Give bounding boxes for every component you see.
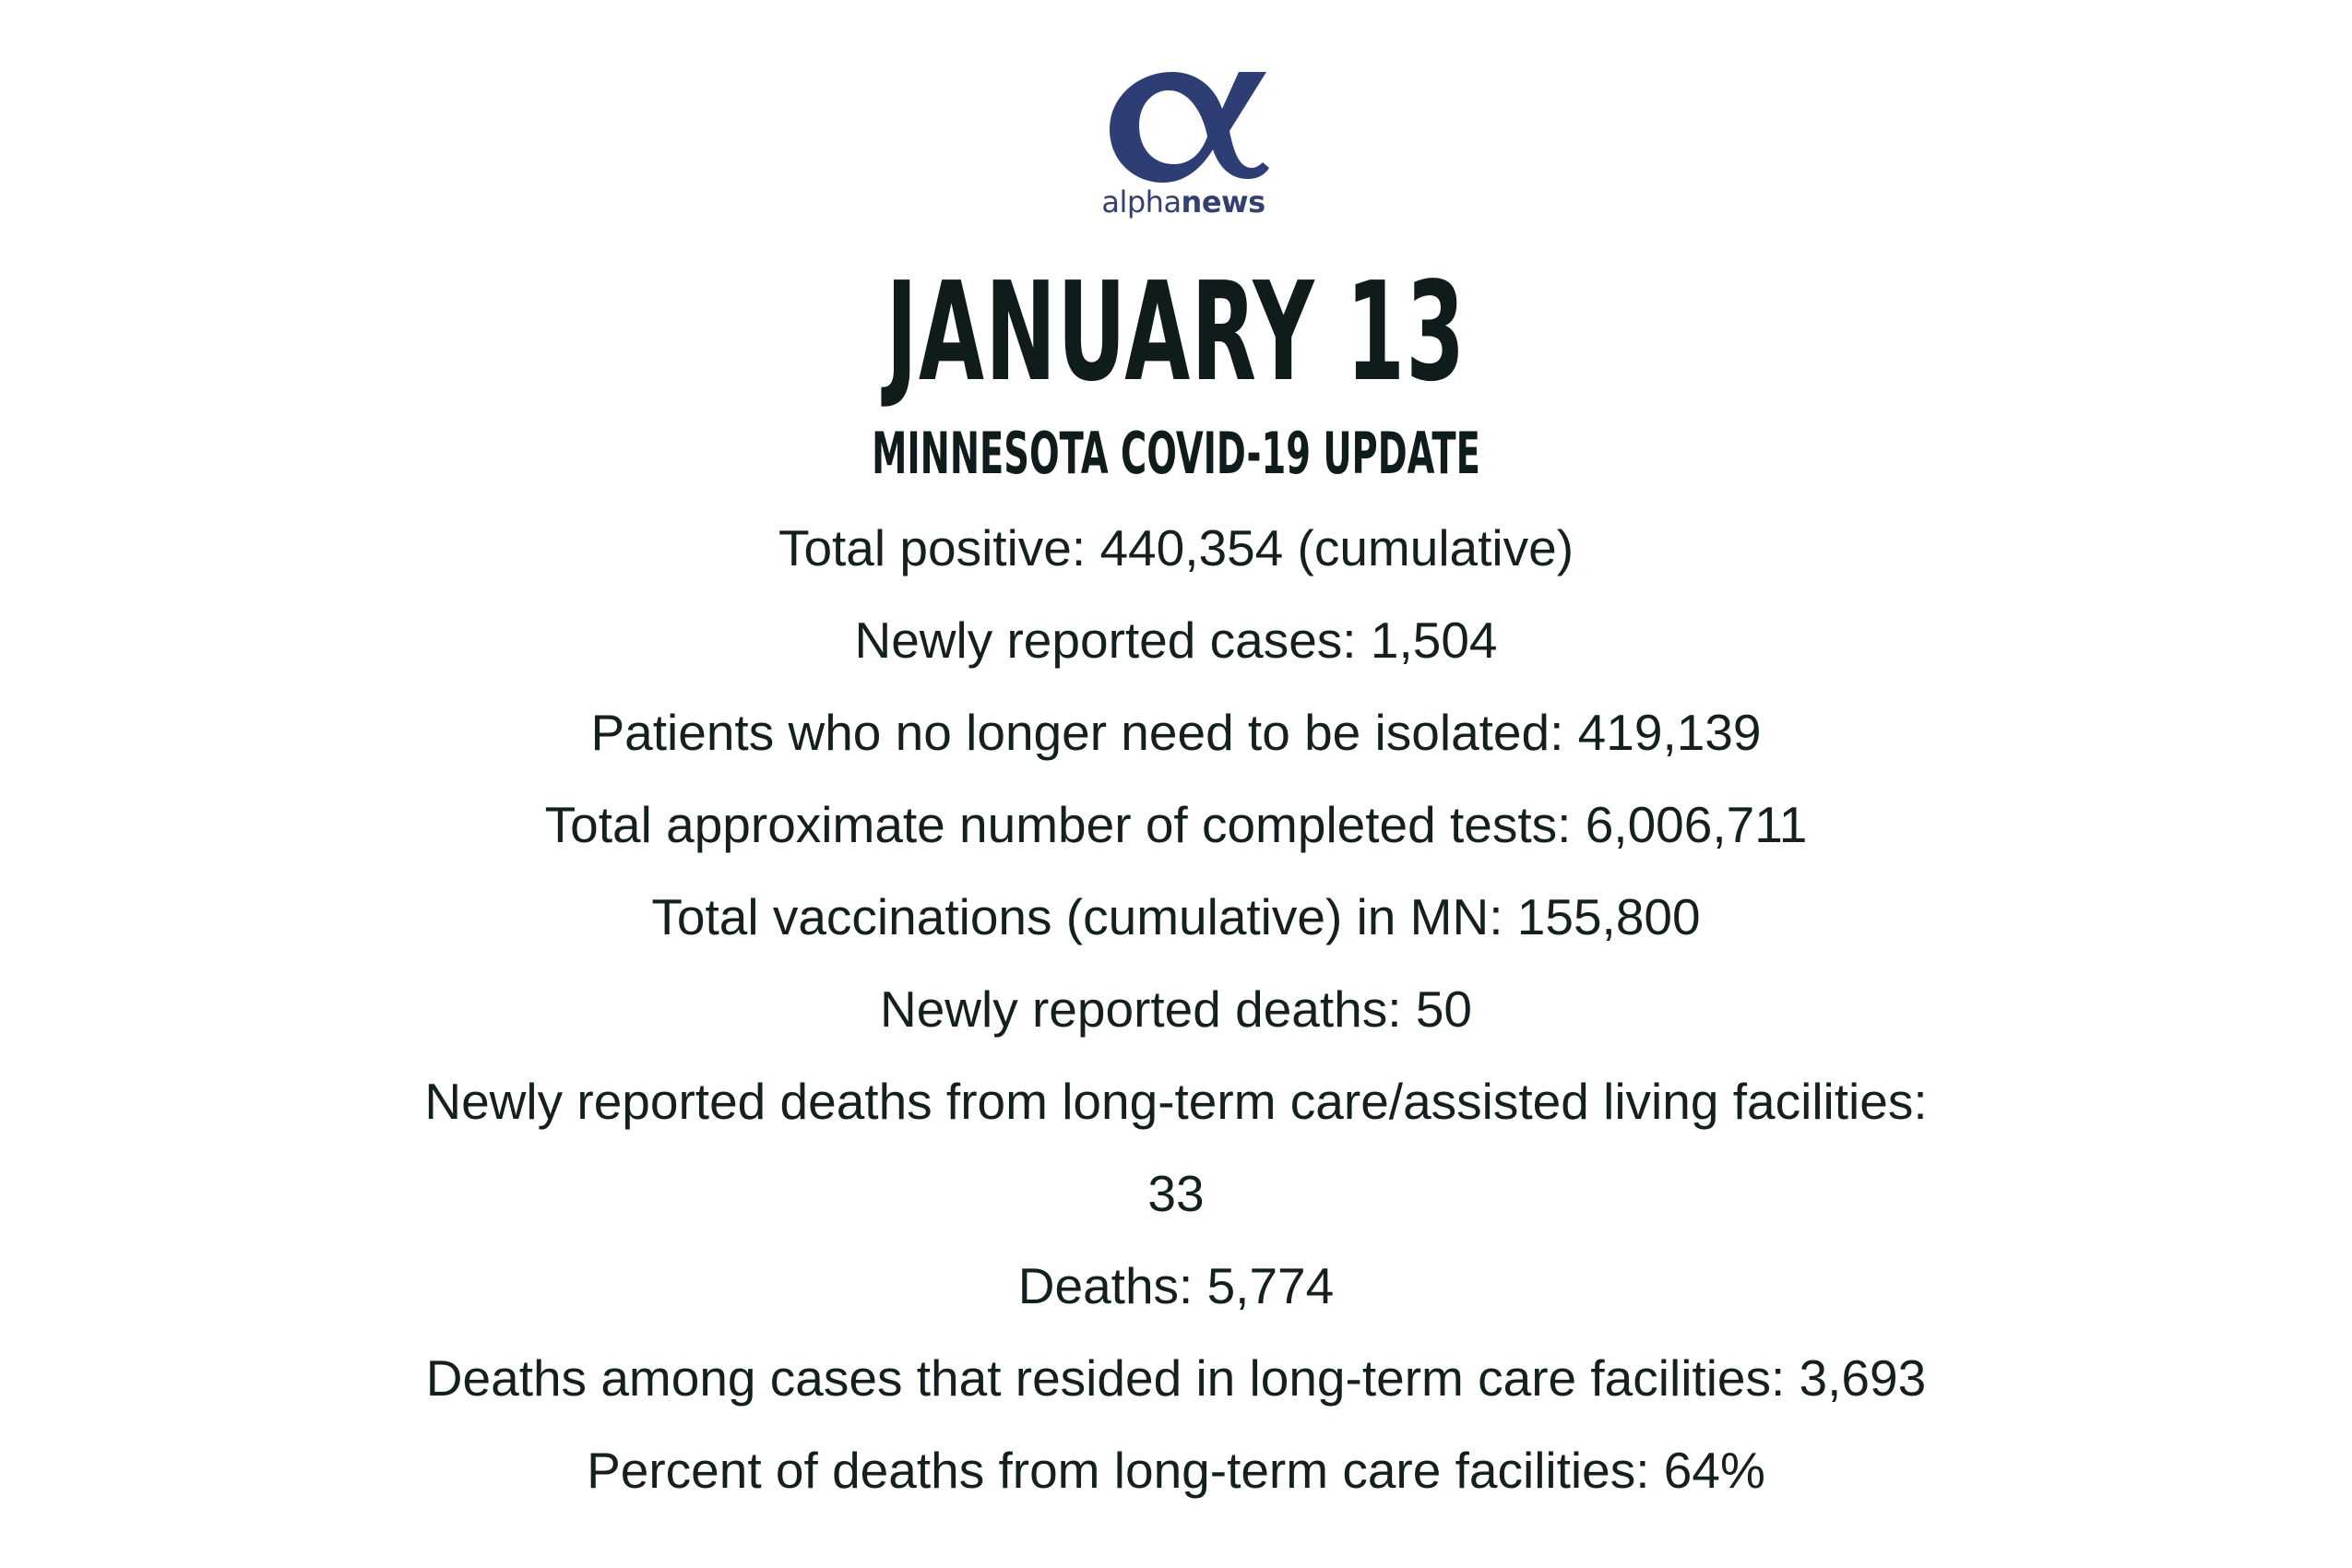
logo-wordmark-news: news	[1181, 184, 1265, 220]
logo-wordmark	[1091, 184, 1276, 220]
stat-ltc-resident-deaths: Deaths among cases that resided in long-term care facilities: 3,693	[425, 1349, 1927, 1407]
stat-no-longer-isolated: Patients who no longer need to be isolated: 419,139	[590, 704, 1762, 761]
stat-new-deaths: Newly reported deaths: 50	[879, 980, 1473, 1038]
stat-total-positive: Total positive: 440,354 (cumulative)	[778, 519, 1574, 576]
stat-completed-tests: Total approximate number of completed tests: 6,006,711	[544, 796, 1808, 853]
alpha-symbol-icon	[1100, 65, 1271, 184]
page-title: JANUARY 13	[885, 253, 1467, 411]
stats-list	[0, 502, 2352, 1516]
stat-total-deaths: Deaths: 5,774	[1017, 1257, 1335, 1314]
stat-total-vaccinations: Total vaccinations (cumulative) in MN: 155,800	[651, 888, 1701, 945]
page-subtitle: MINNESOTA COVID-19 UPDATE	[872, 420, 1480, 487]
logo-wordmark-alpha: alpha	[1101, 184, 1182, 220]
alphanews-logo	[1091, 65, 1276, 231]
stat-ltc-death-percent: Percent of deaths from long-term care facilities: 64%	[587, 1442, 1765, 1499]
stat-ltc-deaths-label: Newly reported deaths from long-term care/assisted living facilities:	[424, 1073, 1928, 1130]
stat-ltc-deaths-value: 33	[1147, 1165, 1205, 1222]
stat-new-cases: Newly reported cases: 1,504	[854, 612, 1498, 669]
